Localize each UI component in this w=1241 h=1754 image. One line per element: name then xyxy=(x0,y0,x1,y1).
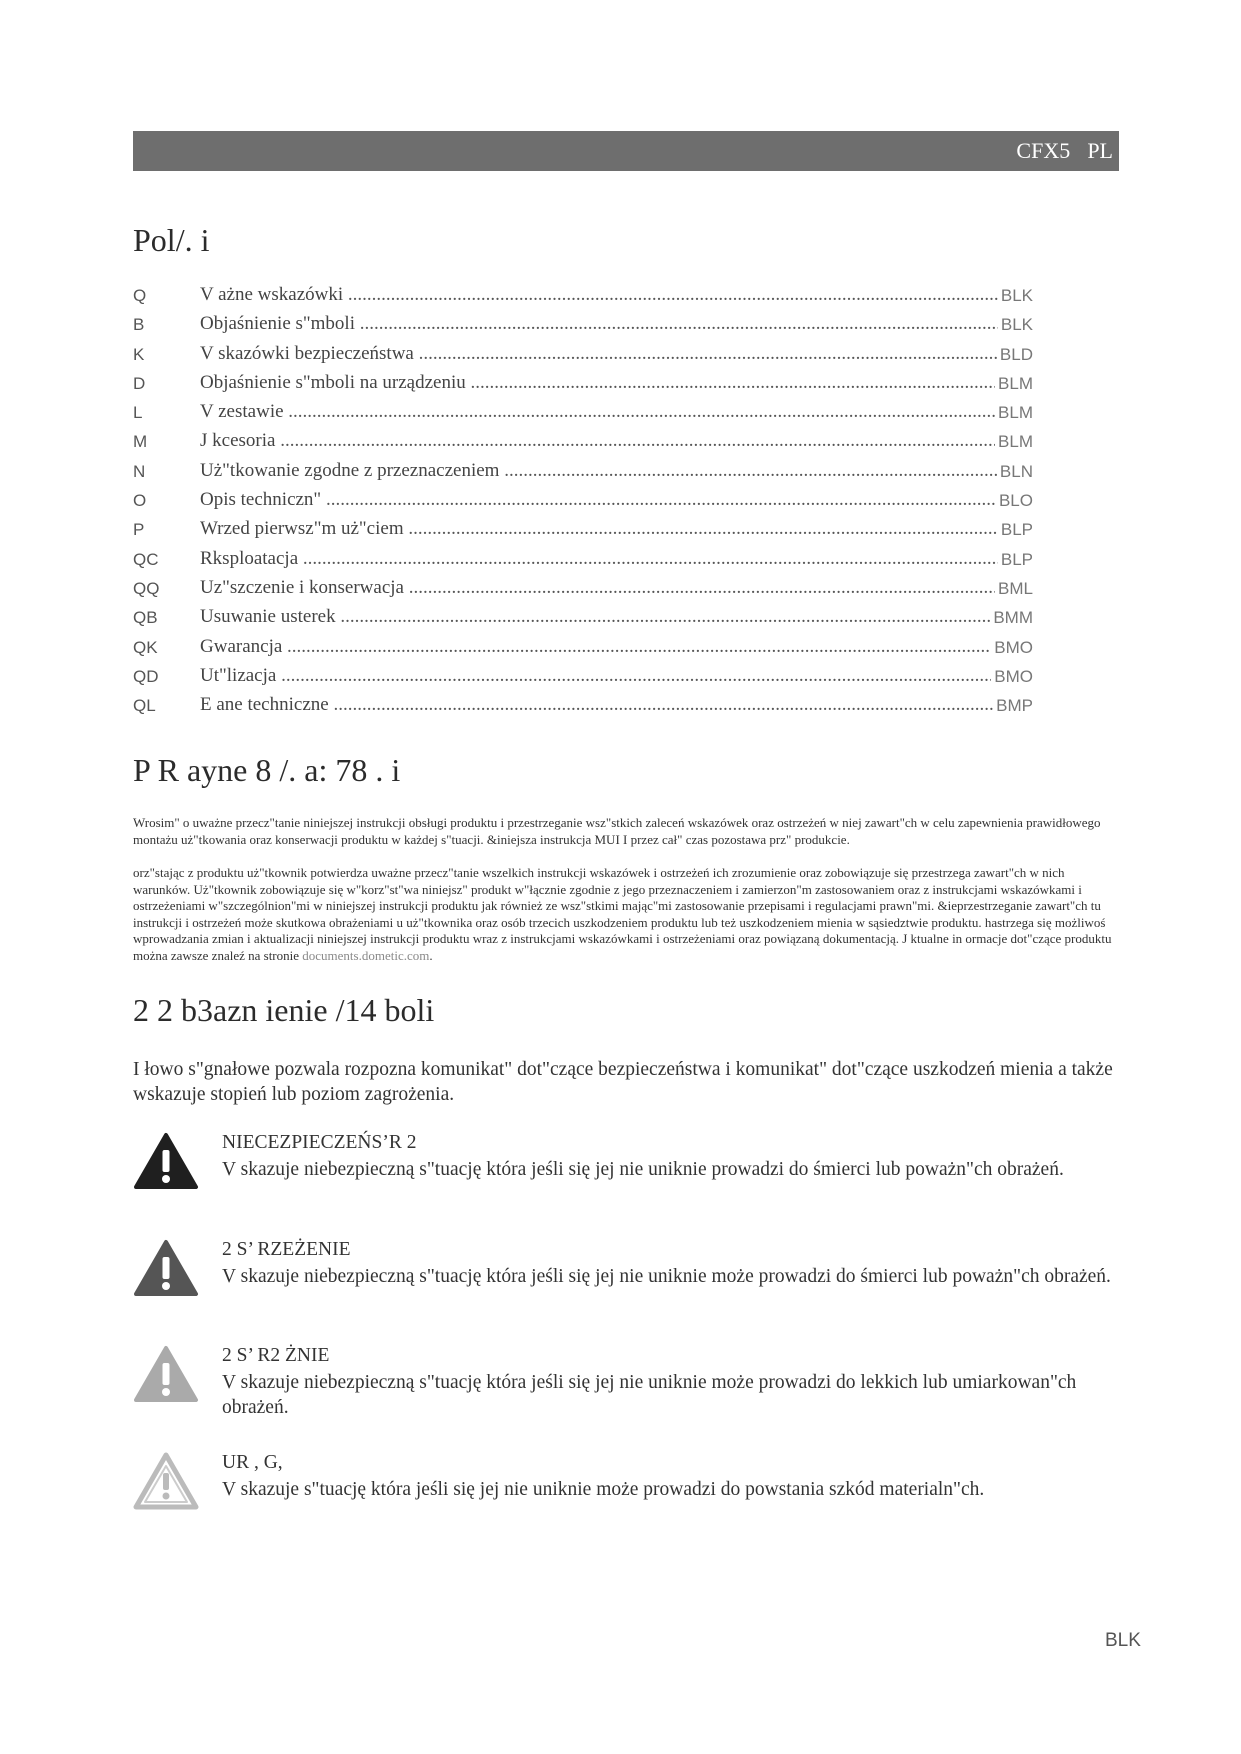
section-heading-symbols: 2 2 b3azn ienie /14 boli xyxy=(133,992,435,1028)
toc-row[interactable] xyxy=(133,372,1033,401)
toc-page: BMO xyxy=(991,638,1033,658)
toc-number: M xyxy=(133,432,148,452)
warning-exclamation-dot xyxy=(162,1282,170,1290)
toc-row[interactable] xyxy=(133,665,1033,694)
toc-page: BLM xyxy=(995,374,1033,394)
model-code: CFX5 PL xyxy=(1016,138,1113,163)
notice-exclamation-dot xyxy=(163,1493,170,1500)
toc-number: N xyxy=(133,461,146,481)
warning-text-warning: V skazuje niebezpieczną s"tuację która jeśli się jej nie uniknie może prowadzi do śmierci lub poważn"ch obrażeń. xyxy=(222,1266,1111,1287)
caution-triangle-icon xyxy=(133,1345,199,1403)
notice-exclamation-bar xyxy=(163,1473,169,1490)
documents-link[interactable]: documents.dometic.com xyxy=(302,947,430,963)
toc-row[interactable] xyxy=(133,606,1033,635)
toc-page: BLM xyxy=(995,403,1033,423)
toc-page: BLK xyxy=(998,315,1033,335)
toc-row[interactable] xyxy=(133,343,1033,372)
header-bar xyxy=(133,131,1119,171)
toc-page: BMO xyxy=(991,667,1033,687)
toc-title: V zestawie ..... xyxy=(200,401,1033,423)
toc-number: QC xyxy=(133,549,159,569)
toc-number: QK xyxy=(133,637,158,657)
toc-page: BML xyxy=(995,579,1033,599)
toc-page: BLN xyxy=(997,462,1033,482)
toc-page: BLP xyxy=(998,520,1033,540)
section-heading-important-notes: P R ayne 8 /. a: 78 . i xyxy=(133,752,401,788)
warning-text-danger: V skazuje niebezpieczną s"tuację która jeśli się jej nie uniknie prowadzi do śmierci lub poważn"ch obrażeń. xyxy=(222,1159,1064,1180)
toc-row[interactable] xyxy=(133,577,1033,606)
toc-title: J kcesoria ..... xyxy=(200,430,1033,452)
toc-row[interactable] xyxy=(133,694,1033,723)
toc-title: Opis techniczn" ..... xyxy=(200,489,1033,511)
page-title: Pol/. i xyxy=(133,222,210,258)
notes-paragraph-2-text: orz"stając z produktu uż"tkownik potwierdza uważne przecz"tanie wszelkich instrukcji wskazówek i ostrzeżeń ich zrozumienie oraz zobowiązuje się przestrzega zawart"ch w nich warunków. Uż"tkownik zobowiązuje się w"korz"st"wa niniejsz" produkt w"łącznie zgodnie z jego przeznaczeniem i zamierzon"m zastosowaniem oraz z instrukcjami wskazówkami i ostrzeżeniami w"szczególnion"mi w niniejszej instrukcji produktu jak również ze wsz"stkimi mając"mi zastosowanie przepisami i regulacjami prawn"mi. &ieprzestrzeganie zawart"ch tu instrukcji i ostrzeżeń może skutkowa obrażeniami u uż"tkownika oraz osób trzecich uszkodzeniem produktu lub też uszkodzeniem mienia w sąsiedztwie produktu. hastrzega się możliwoś wprowadzania zmian i aktualizacji niniejszej instrukcji produktu wraz z instrukcjami wskazówkami i ostrzeżeniami oraz powiązaną dokumentacją. J ktualne in ormacje dot"czące produktu można zawsze znaleź na stronie xyxy=(133,865,1112,963)
page-number: BLK xyxy=(1105,1630,1141,1651)
warning-exclamation-bar xyxy=(163,1257,170,1279)
toc-title: E ane techniczne ..... xyxy=(200,694,1033,716)
toc-row[interactable] xyxy=(133,401,1033,430)
danger-exclamation-dot xyxy=(162,1175,170,1183)
warning-text-notice: V skazuje s"tuację która jeśli się jej nie uniknie może prowadzi do powstania szkód materialn"ch. xyxy=(222,1479,985,1500)
table-of-contents xyxy=(133,284,1033,723)
toc-number: B xyxy=(133,315,145,335)
toc-row[interactable] xyxy=(133,489,1033,518)
toc-row[interactable] xyxy=(133,430,1033,459)
notes-paragraph-1: Wrosim" o uważne przecz"tanie niniejszej instrukcji obsługi produktu i przestrzeganie wsz"stkich zaleceń wskazówek oraz ostrzeżeń w niej zawart"ch w celu zapewnienia prawidłowego montażu uż"tkowania oraz konserwacji produktu w każdej s"tuacji. &iniejsza instrukcja MUI I przez cał" czas pozostawa prz" produkcie. xyxy=(133,815,1101,847)
toc-number: Q xyxy=(133,286,147,305)
toc-page: BLP xyxy=(998,550,1033,570)
toc-title: V skazówki bezpieczeństwa ..... xyxy=(200,343,1033,365)
toc-row[interactable] xyxy=(133,284,1033,313)
notes-paragraph-2 xyxy=(133,865,1118,964)
toc-title: Wrzed pierwsz"m uż"ciem ..... xyxy=(200,518,1033,540)
toc-row[interactable] xyxy=(133,636,1033,665)
toc-page: BMM xyxy=(990,608,1033,628)
notice-triangle-icon xyxy=(133,1452,199,1510)
toc-page: BLM xyxy=(995,432,1033,452)
caution-exclamation-bar xyxy=(163,1363,170,1385)
warning-triangle-icon xyxy=(133,1239,199,1297)
toc-title: Usuwanie usterek ..... xyxy=(200,606,1033,628)
symbols-intro: I łowo s"gnałowe pozwala rozpozna komunikat" dot"czące bezpieczeństwa i komunikat" dot"czące uszkodzeń mienia a także wskazuje stopień lub poziom zagrożenia. xyxy=(133,1059,1113,1105)
warning-label-danger: NIECEZPIECZEŃS’R 2  xyxy=(222,1132,432,1153)
toc-number: P xyxy=(133,520,145,540)
toc-page: BLK xyxy=(998,286,1033,306)
toc-page: BLD xyxy=(997,345,1033,365)
toc-number: L xyxy=(133,403,143,423)
warning-label-warning: 2 S’ RZEŻENIE  xyxy=(222,1239,366,1260)
toc-number: QL xyxy=(133,696,156,716)
toc-title: Rksploatacja ..... xyxy=(200,548,1033,570)
toc-title: V ażne wskazówki ..... xyxy=(200,284,1033,306)
toc-number: QQ xyxy=(133,578,160,598)
toc-number: QB xyxy=(133,608,158,628)
toc-row[interactable] xyxy=(133,460,1033,489)
danger-triangle-icon xyxy=(133,1132,199,1190)
warning-text-caution: V skazuje niebezpieczną s"tuację która jeśli się jej nie uniknie może prowadzi do lekkich lub umiarkowan"ch obrażeń. xyxy=(222,1372,1077,1418)
caution-exclamation-dot xyxy=(162,1388,170,1396)
toc-row[interactable] xyxy=(133,518,1033,547)
warning-label-caution: 2 S’ R2 ŻNIE  xyxy=(222,1345,345,1366)
toc-page: BLO xyxy=(996,491,1033,511)
warning-label-notice: UR , G,   xyxy=(222,1452,303,1473)
toc-row[interactable] xyxy=(133,548,1033,577)
toc-title: Objaśnienie s"mboli na urządzeniu ..... xyxy=(200,372,1033,394)
toc-number: O xyxy=(133,491,147,511)
notes-paragraph-2-end: . xyxy=(429,947,433,963)
toc-number: K xyxy=(133,344,145,364)
toc-title: Uz"szczenie i konserwacja ..... xyxy=(200,577,1033,599)
toc-row[interactable] xyxy=(133,313,1033,342)
toc-page: BMP xyxy=(993,696,1033,716)
toc-title: Uż"tkowanie zgodne z przeznaczeniem ..... xyxy=(200,460,1033,482)
toc-number: QD xyxy=(133,666,159,686)
toc-number: D xyxy=(133,373,146,393)
toc-title: Objaśnienie s"mboli ..... xyxy=(200,313,1033,335)
toc-title: Gwarancja ..... xyxy=(200,636,1033,658)
danger-exclamation-bar xyxy=(163,1150,170,1172)
toc-title: Ut"lizacja ..... xyxy=(200,665,1033,687)
